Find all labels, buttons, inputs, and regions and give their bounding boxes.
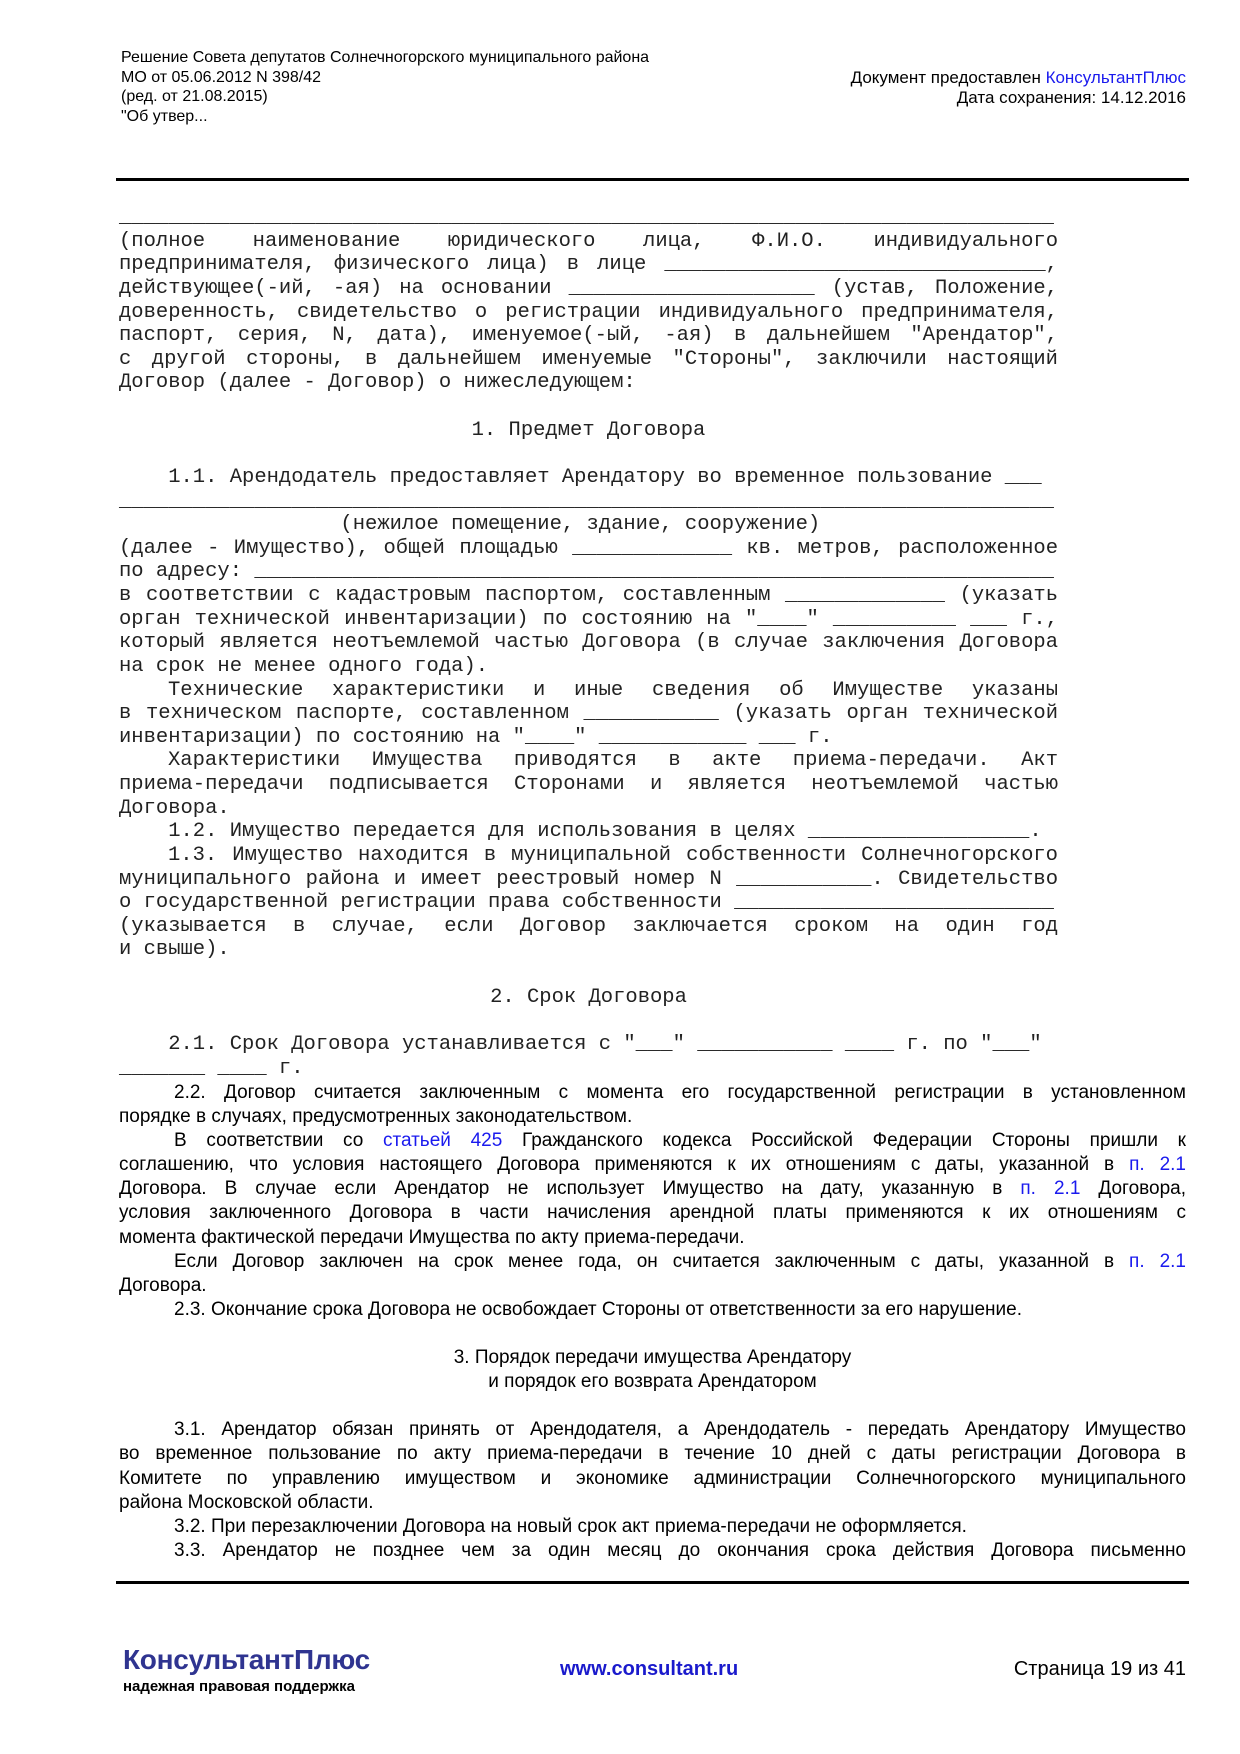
text-segment: района Московской области. bbox=[119, 1491, 374, 1513]
paragraph-line bbox=[119, 1539, 1186, 1563]
section-heading-line bbox=[119, 1346, 1186, 1370]
form-line: (нежилое помещение, здание, сооружение) bbox=[119, 513, 821, 537]
text-segment: момента фактической передачи Имущества по акту приема-передачи. bbox=[119, 1226, 745, 1248]
save-date: Дата сохранения: 14.12.2016 bbox=[956, 87, 1186, 107]
text-segment: 3.1. Арендатор обязан принять от Арендодателя, а Арендодатель - передать Арендатору Имущество bbox=[174, 1419, 1186, 1441]
form-line: орган технической инвентаризации) по состоянию на "____" __________ ___ г., bbox=[119, 607, 1058, 631]
text-segment: 2.2. Договор считается заключенным с момента его государственной регистрации в установленном bbox=[174, 1082, 1186, 1103]
paragraph-line bbox=[119, 1418, 1186, 1442]
paragraph-line bbox=[119, 1298, 1186, 1322]
text-segment: во временное пользование по акту приема-передачи в течение 10 дней с даты регистрации Договора в bbox=[119, 1443, 1186, 1465]
paragraph-line bbox=[119, 1153, 1186, 1177]
text-segment: Договора, bbox=[1080, 1178, 1186, 1200]
form-line: действующее(-ий, -ая) на основании ____________________ (устав, Положение, bbox=[119, 276, 1058, 300]
text-segment: Комитете по управлению имуществом и экономике администрации Солнечногорского муниципального bbox=[119, 1467, 1186, 1489]
text-segment: 3.3. Арендатор не позднее чем за один месяц до окончания срока действия Договора письменно bbox=[174, 1539, 1186, 1561]
paragraph-line bbox=[119, 1105, 1186, 1129]
paragraph-line bbox=[119, 1394, 1186, 1418]
paragraph-line bbox=[119, 1467, 1186, 1491]
form-line: (далее - Имущество), общей площадью _____________ кв. метров, расположенное bbox=[119, 536, 1058, 560]
form-line: инвентаризации) по состоянию на "____" ____________ ___ г. bbox=[119, 725, 833, 749]
form-line: доверенность, свидетельство о регистрации индивидуального предпринимателя, bbox=[119, 300, 1058, 324]
contract-body-text bbox=[119, 1081, 1186, 1563]
paragraph-line bbox=[119, 1442, 1186, 1466]
form-line: _______ ____ г. bbox=[119, 1056, 304, 1080]
footer-divider bbox=[116, 1581, 1189, 1584]
form-line: по адресу: _________________________________________________________________ bbox=[119, 560, 1054, 584]
text-segment: Договора. bbox=[119, 1274, 207, 1296]
form-line: который является неотъемлемой частью Договора (в случае заключения Договора bbox=[119, 631, 1058, 655]
form-line bbox=[119, 395, 1058, 419]
form-line: паспорт, серия, N, дата), именуемое(-ый, -ая) в дальнейшем "Арендатор", bbox=[119, 324, 1058, 348]
form-line: о государственной регистрации права собственности __________________________ bbox=[119, 891, 1054, 915]
document-provider-info bbox=[851, 68, 1186, 107]
form-line: 1.1. Арендодатель предоставляет Арендатору во временное пользование ___ bbox=[119, 465, 1042, 489]
form-line: на срок не менее одного года). bbox=[119, 654, 489, 678]
paragraph-line bbox=[119, 1226, 1186, 1250]
header-line: МО от 05.06.2012 N 398/42 bbox=[121, 68, 321, 86]
form-line: приема-передачи подписывается Сторонами и является неотъемлемой частью bbox=[119, 773, 1058, 796]
paragraph-line bbox=[119, 1081, 1186, 1105]
text-segment: Если Договор заключен на срок менее года, он считается заключенным с даты, указанной в bbox=[174, 1250, 1130, 1272]
text-segment: и порядок его возврата Арендатором bbox=[488, 1371, 817, 1393]
text-segment: В соответствии со bbox=[174, 1130, 383, 1152]
document-header-title bbox=[121, 48, 649, 126]
form-line bbox=[119, 1009, 1058, 1033]
section-heading-line bbox=[119, 1370, 1186, 1394]
paragraph-line bbox=[119, 1250, 1186, 1274]
form-line: (полное наименование юридического лица, Ф.И.О. индивидуального bbox=[119, 229, 1058, 253]
paragraph-line bbox=[119, 1491, 1186, 1515]
text-segment: 3. Порядок передачи имущества Арендатору bbox=[453, 1347, 852, 1369]
text-segment: соглашению, что условия настоящего Договора применяются к их отношениям с даты, указанной в bbox=[119, 1154, 1130, 1176]
logo-tagline: надежная правовая поддержка bbox=[123, 1678, 355, 1695]
header-divider bbox=[116, 178, 1189, 181]
form-line: ____________________________________________________________________________ bbox=[119, 489, 1054, 513]
text-segment: 2.3. Окончание срока Договора не освобождает Стороны от ответственности за его нарушение. bbox=[174, 1298, 1022, 1320]
form-line: Договора. bbox=[119, 796, 230, 820]
form-line: предпринимателя, физического лица) в лице _______________________________, bbox=[119, 253, 1058, 277]
legal-reference-link[interactable]: п. 2.1 bbox=[1129, 1154, 1186, 1176]
paragraph-line bbox=[119, 1515, 1186, 1539]
text-segment: условия заключенного Договора в части начисления арендной платы применяются к их отношениям с bbox=[119, 1202, 1186, 1224]
paragraph-line bbox=[119, 1201, 1186, 1225]
provider-link[interactable]: КонсультантПлюс bbox=[1045, 68, 1186, 87]
form-line: с другой стороны, в дальнейшем именуемые "Стороны", заключили настоящий bbox=[119, 347, 1058, 371]
consultant-logo: КонсультантПлюс bbox=[123, 1644, 370, 1675]
header-line: "Об утвер... bbox=[121, 107, 208, 125]
header-line: Решение Совета депутатов Солнечногорского муниципального района bbox=[121, 49, 650, 66]
form-line: муниципального района и имеет реестровый номер N ___________. Свидетельство bbox=[119, 867, 1058, 891]
legal-reference-link[interactable]: п. 2.1 bbox=[1129, 1250, 1186, 1272]
form-line: в соответствии с кадастровым паспортом, составленным _____________ (указать bbox=[119, 584, 1058, 607]
legal-reference-link[interactable]: статьей 425 bbox=[382, 1130, 503, 1152]
form-line: (указывается в случае, если Договор заключается сроком на один год bbox=[119, 914, 1058, 938]
text-segment: 3.2. При перезаключении Договора на новый срок акт приема-передачи не оформляется. bbox=[174, 1515, 967, 1537]
form-line bbox=[119, 442, 1058, 466]
form-line: Характеристики Имущества приводятся в акте приема-передачи. Акт bbox=[168, 749, 1058, 773]
form-line: 1.2. Имущество передается для использования в целях __________________. bbox=[119, 820, 1042, 844]
form-line: в техническом паспорте, составленном ___________ (указать орган технической bbox=[119, 702, 1058, 726]
website-link[interactable]: www.consultant.ru bbox=[560, 1658, 739, 1680]
paragraph-line bbox=[119, 1274, 1186, 1298]
section-heading: 2. Срок Договора bbox=[490, 985, 687, 1009]
section-heading: 1. Предмет Договора bbox=[471, 418, 706, 442]
form-line: 1.3. Имущество находится в муниципальной собственности Солнечногорского bbox=[168, 843, 1058, 867]
contract-form-text bbox=[119, 206, 1058, 1080]
form-line: ____________________________________________________________________________ bbox=[119, 206, 1054, 229]
text-segment: Договора. В случае если Арендатор не использует Имущество на дату, указанную в bbox=[119, 1178, 1021, 1200]
page-number: Страница 19 из 41 bbox=[1013, 1658, 1186, 1680]
text-segment: порядке в случаях, предусмотренных законодательством. bbox=[119, 1106, 633, 1128]
text-segment: Гражданского кодекса Российской Федерации Стороны пришли к bbox=[502, 1130, 1186, 1152]
legal-reference-link[interactable]: п. 2.1 bbox=[1020, 1178, 1081, 1200]
header-line: (ред. от 21.08.2015) bbox=[121, 88, 268, 105]
form-line: и свыше). bbox=[119, 938, 230, 962]
form-line: 2.1. Срок Договора устанавливается с "___" ___________ ____ г. по "___" bbox=[119, 1032, 1042, 1056]
form-line: Договор (далее - Договор) о нижеследующем: bbox=[119, 371, 636, 395]
paragraph-line bbox=[119, 1129, 1186, 1153]
form-line: Технические характеристики и иные сведения об Имуществе указаны bbox=[168, 678, 1058, 702]
provided-by-label: Документ предоставлен bbox=[850, 68, 1046, 87]
paragraph-line bbox=[119, 1177, 1186, 1201]
form-line bbox=[119, 962, 1058, 986]
paragraph-line bbox=[119, 1322, 1186, 1346]
